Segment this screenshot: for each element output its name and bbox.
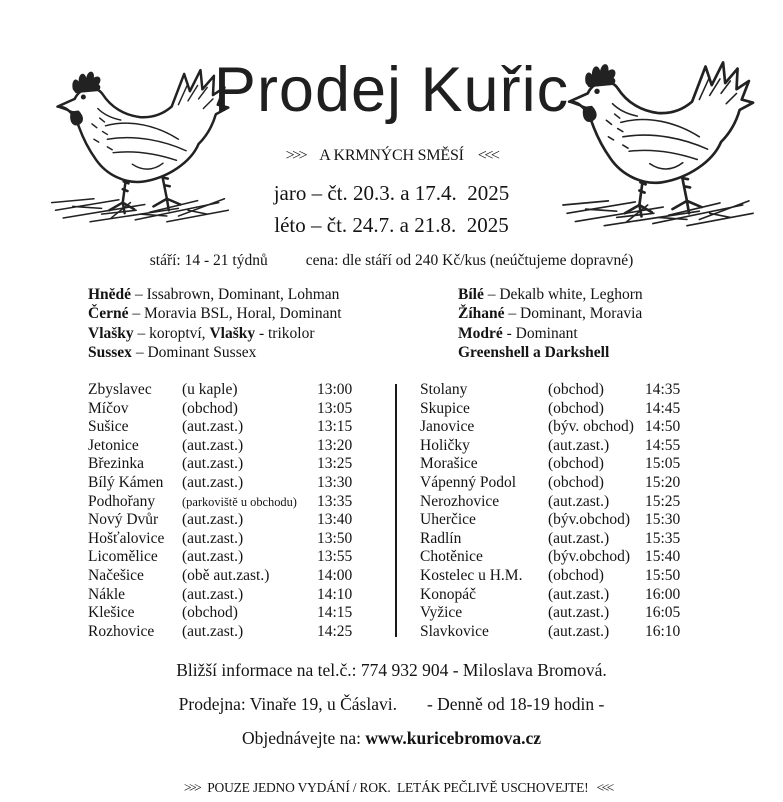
stop-location: (aut.zast.): [548, 436, 610, 454]
stop-place: Nový Dvůr: [88, 511, 159, 529]
stop-place: Radlín: [420, 529, 462, 547]
breed-description: – Dominant, Moravia: [504, 305, 643, 323]
schedule-row: [88, 400, 394, 419]
breed-description: - trikolor: [255, 324, 315, 342]
stop-time: 14:25: [317, 622, 353, 640]
breed-description: – Issabrown, Dominant, Lohman: [131, 286, 340, 303]
schedule-row: [420, 511, 720, 530]
stop-time: 13:15: [317, 418, 353, 436]
breed-name: Černé: [88, 305, 129, 323]
stop-place: Kostelec u H.M.: [420, 566, 523, 584]
schedule-row: [420, 530, 720, 549]
stop-time: 15:35: [645, 529, 681, 547]
stop-place: Vyžice: [420, 604, 463, 622]
stop-time: 14:55: [645, 436, 681, 454]
stop-location: (býv.obchod): [548, 548, 631, 566]
chevrons-close: <<<: [596, 780, 612, 795]
stop-location: (aut.zast.): [548, 604, 610, 622]
stop-location: (aut.zast.): [182, 436, 244, 454]
breed-description: – Moravia BSL, Horal, Dominant: [128, 305, 342, 323]
notice-line: [0, 764, 783, 802]
stop-location: (aut.zast.): [182, 511, 244, 529]
schedule-row: [88, 455, 394, 474]
stop-place: Rozhovice: [88, 622, 155, 640]
schedule-row: [420, 474, 720, 493]
shop-address: Prodejna: Vinaře 19, u Čáslavi.: [178, 694, 397, 714]
schedule-row: [88, 437, 394, 456]
breed-description: – Dominant Sussex: [131, 344, 257, 362]
breed-name: Vlašky: [88, 324, 134, 342]
stop-place: Holičky: [420, 436, 470, 454]
stop-place: Uherčice: [420, 511, 476, 529]
stop-time: 13:20: [317, 436, 353, 454]
breed-name: Hnědé: [88, 286, 132, 303]
stop-time: 13:50: [317, 529, 353, 547]
stop-location: (aut.zast.): [548, 492, 610, 510]
schedule-row: [420, 381, 720, 400]
stop-time: 13:00: [317, 381, 353, 398]
subtitle-line: [0, 147, 783, 165]
schedule-row: [88, 530, 394, 549]
stop-place: Hošťalovice: [88, 529, 165, 547]
stop-place: Licomělice: [88, 548, 158, 566]
breed-row: [88, 343, 342, 362]
breed-name: Vlašky: [209, 324, 256, 342]
schedule-row: [88, 623, 394, 642]
schedule-row: [88, 548, 394, 567]
stop-location: (obchod): [182, 399, 238, 417]
schedule-row: [88, 567, 394, 586]
breeds-column-right: [458, 285, 643, 363]
breed-name: Bílé: [458, 286, 484, 303]
stop-place: Morašice: [420, 455, 478, 473]
stop-time: 13:25: [317, 455, 353, 473]
stop-location: (u kaple): [182, 381, 238, 398]
schedule-column-left: [88, 381, 394, 641]
stop-location: (obchod): [548, 381, 604, 398]
stop-location: (aut.zast.): [182, 529, 244, 547]
schedule-column-right: [420, 381, 720, 641]
stop-location: (obchod): [548, 455, 604, 473]
order-prefix: Objednávejte na:: [241, 728, 366, 748]
schedule-row: [420, 586, 720, 605]
stop-location: (býv.obchod): [548, 511, 631, 529]
stop-location: (aut.zast.): [182, 455, 244, 473]
stop-location: (aut.zast.): [182, 622, 244, 640]
stop-location: (obchod): [182, 604, 238, 622]
stop-time: 15:20: [645, 473, 681, 491]
stop-time: 15:25: [645, 492, 681, 510]
stop-location: (obchod): [548, 473, 604, 491]
stop-place: Klešice: [88, 604, 135, 622]
stop-location: (parkoviště u obchodu): [182, 495, 297, 510]
stop-place: Konopáč: [420, 585, 476, 603]
age-info: stáří: 14 - 21 týdnů: [149, 252, 268, 269]
stop-place: Vápenný Podol: [420, 473, 517, 491]
stop-place: Podhořany: [88, 492, 156, 510]
page-title: Prodej Kuřic: [213, 55, 570, 125]
chevrons-close: <<<: [477, 147, 498, 164]
stop-place: Míčov: [88, 399, 129, 417]
stop-place: Nákle: [88, 585, 126, 603]
stop-place: Sušice: [88, 418, 129, 436]
contact-info-line: Bližší informace na tel.č.: 774 932 904 - Miloslava Bromová.: [176, 660, 607, 680]
stop-time: 13:40: [317, 511, 353, 529]
schedule-row: [88, 381, 394, 400]
stop-location: (obchod): [548, 566, 604, 584]
schedule-row: [420, 567, 720, 586]
chevrons-open: >>>: [285, 147, 306, 164]
schedule-row: [88, 586, 394, 605]
subtitle-text: A KRMNÝCH SMĚSÍ: [319, 147, 464, 164]
schedule-row: [420, 418, 720, 437]
stop-time: 14:10: [317, 585, 353, 603]
breed-row: [458, 285, 643, 304]
schedule-row: [88, 493, 394, 512]
stop-place: Stolany: [420, 381, 468, 398]
stop-place: Bílý Kámen: [88, 473, 164, 491]
schedule-row: [420, 493, 720, 512]
stop-location: (obchod): [548, 399, 604, 417]
shop-line: [0, 694, 783, 715]
breeds-column-left: [88, 285, 342, 363]
stop-time: 16:00: [645, 585, 681, 603]
schedule-row: [88, 604, 394, 623]
breed-row: [458, 304, 643, 323]
stop-place: Nerozhovice: [420, 492, 500, 510]
breed-description: – koroptví,: [133, 324, 210, 342]
stop-time: 13:35: [317, 492, 353, 510]
age-price-line: [0, 252, 783, 270]
notice-text: POUZE JEDNO VYDÁNÍ / ROK. LETÁK PEČLIVĚ USCHOVEJTE!: [207, 780, 589, 795]
breed-name: Sussex: [88, 344, 132, 362]
breed-name: Žíhané: [458, 305, 505, 323]
breed-row: [458, 324, 643, 343]
schedule-row: [420, 437, 720, 456]
stop-location: (aut.zast.): [182, 473, 244, 491]
stop-place: Načešice: [88, 566, 144, 584]
stop-time: 14:50: [645, 418, 681, 436]
stop-time: 13:55: [317, 548, 353, 566]
schedule-row: [420, 623, 720, 642]
opening-hours: - Denně od 18-19 hodin -: [426, 694, 605, 714]
stop-place: Chotěnice: [420, 548, 483, 566]
stop-location: (obě aut.zast.): [182, 566, 270, 584]
schedule-row: [88, 474, 394, 493]
stop-time: 13:30: [317, 473, 353, 491]
date-summer: léto – čt. 24.7. a 21.8. 2025: [274, 213, 509, 237]
date-spring: jaro – čt. 20.3. a 17.4. 2025: [273, 181, 510, 205]
stop-location: (aut.zast.): [548, 622, 610, 640]
breed-row: [88, 304, 342, 323]
stop-place: Březinka: [88, 455, 144, 473]
schedule-row: [88, 511, 394, 530]
stop-place: Jetonice: [88, 436, 139, 454]
column-divider: [395, 384, 397, 637]
stop-time: 16:05: [645, 604, 681, 622]
stop-time: 15:50: [645, 566, 681, 584]
stop-location: (aut.zast.): [182, 418, 244, 436]
stop-location: (aut.zast.): [182, 548, 244, 566]
schedule-row: [88, 418, 394, 437]
stop-time: 16:10: [645, 622, 681, 640]
stop-place: Zbyslavec: [88, 381, 152, 398]
order-line: [0, 728, 783, 749]
stop-location: (býv. obchod): [548, 418, 634, 436]
stop-time: 14:45: [645, 399, 681, 417]
stop-location: (aut.zast.): [548, 529, 610, 547]
website-text: www.kuricebromova.cz: [365, 728, 542, 748]
breed-row: [458, 343, 643, 362]
stop-time: 15:05: [645, 455, 681, 473]
stop-time: 15:30: [645, 511, 681, 529]
stop-location: (aut.zast.): [548, 585, 610, 603]
breed-name: Greenshell a Darkshell: [458, 344, 610, 362]
stop-location: (aut.zast.): [182, 585, 244, 603]
chevrons-open: >>>: [183, 780, 200, 795]
schedule-row: [420, 400, 720, 419]
stop-time: 14:35: [645, 381, 681, 398]
schedule-row: [420, 604, 720, 623]
breed-row: [88, 324, 342, 343]
stop-time: 15:40: [645, 548, 681, 566]
stop-place: Slavkovice: [420, 622, 489, 640]
stop-time: 14:00: [317, 566, 353, 584]
price-info: cena: dle stáří od 240 Kč/kus (neúčtujeme dopravné): [305, 252, 634, 269]
breed-row: [88, 285, 342, 304]
schedule-row: [420, 548, 720, 567]
breed-name: Modré: [458, 324, 503, 342]
stop-place: Skupice: [420, 399, 470, 417]
breed-description: - Dominant: [502, 324, 578, 342]
schedule-row: [420, 455, 720, 474]
stop-place: Janovice: [420, 418, 475, 436]
breed-description: – Dekalb white, Leghorn: [483, 286, 643, 303]
stop-time: 14:15: [317, 604, 353, 622]
stop-time: 13:05: [317, 399, 353, 417]
